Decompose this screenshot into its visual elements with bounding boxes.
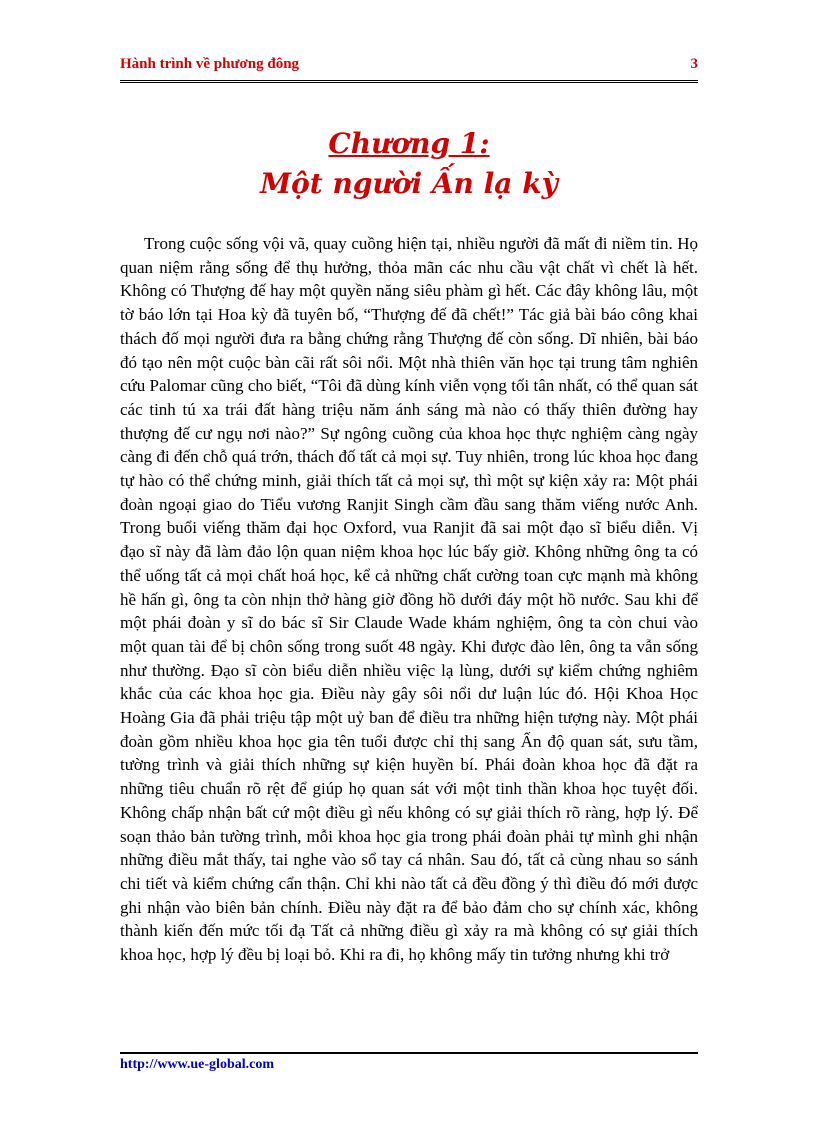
footer-divider xyxy=(120,1052,698,1054)
footer-url-link[interactable]: http://www.ue-global.com xyxy=(120,1057,274,1072)
body-paragraph: Trong cuộc sống vội vã, quay cuồng hiện tại, nhiều người đã mất đi niềm tin. Họ quan niệm rằng sống để thụ hưởng, thỏa mãn các nhu cầu vật chất vì chết là hết. Không có Thượng đế hay một quyền năng siêu phàm gì hết. Các đây không lâu, một tờ báo lớn tại Hoa kỳ đã tuyên bố, “Thượng đế đã chết!” Tác giả bài báo công khai thách đố mọi người đưa ra bằng chứng rằng Thượng đế còn sống. Dĩ nhiên, bài báo đó tạo nên một cuộc bàn cãi rất sôi nổi. Một nhà thiên văn học tại trung tâm nghiên cứu Palomar cũng cho biết, “Tôi đã dùng kính viễn vọng tối tân nhất, có thể quan sát các tinh tú xa trái đất hàng triệu năm ánh sáng mà nào có thấy thiên đường hay thượng đế cư ngụ nơi nào?” Sự ngông cuồng của khoa học thực nghiệm càng ngày càng đi đến chỗ quá trớn, thách đố tất cả mọi sự. Tuy nhiên, trong lúc khoa học đang tự hào có thể chứng minh, giải thích tất cả mọi sự, thì một sự kiện xảy ra: Một phái đoàn ngoại giao do Tiểu vương Ranjit Singh cầm đầu sang thăm viếng nước Anh. Trong buổi viếng thăm đại học Oxford, vua Ranjit đã sai một đạo sĩ biểu diễn. Vị đạo sĩ này đã làm đảo lộn quan niệm khoa học lúc bấy giờ. Không những ông ta có thể uống tất cả mọi chất hoá học, kể cả những chất cường toan cực mạnh mà không hề hấn gì, ông ta còn nhịn thở hàng giờ đồng hồ dưới đáy một hồ nước. Sau khi để một phái đoàn y sĩ do bác sĩ Sir Claude Wade khám nghiệm, ông ta còn chui vào một quan tài để bị chôn sống trong suốt 48 ngày. Khi được đào lên, ông ta vẫn sống như thường. Đạo sĩ còn biểu diễn nhiều việc lạ lùng, dưới sự kiểm chứng nghiêm khắc của các khoa học gia. Điều này gây sôi nổi dư luận lúc đó. Hội Khoa Học Hoàng Gia đã phải triệu tập một uỷ ban để điều tra những hiện tượng này. Một phái đoàn gồm nhiều khoa học gia tên tuổi được chỉ thị sang Ấn độ quan sát, sưu tầm, tường trình và giải thích những sự kiện huyền bí. Phái đoàn khoa học đã đặt ra những tiêu chuẩn rõ rệt để giúp họ quan sát với một tinh thần khoa học tuyệt đối. Không chấp nhận bất cứ một điều gì nếu không có sự giải thích rõ ràng, hợp lý. Để soạn thảo bản tường trình, mỗi khoa học gia trong phái đoàn phải tự mình ghi nhận những điều mắt thấy, tai nghe vào sổ tay cá nhân. Sau đó, tất cả cùng nhau so sánh chi tiết và kiểm chứng cẩn thận. Chỉ khi nào tất cả đều đồng ý thì điều đó mới được ghi nhận vào biên bản chính. Điều này đặt ra để bảo đảm cho sự chính xác, không thành kiến đến mức tối đạ Tất cả những điều gì xảy ra mà không có sự giải thích khoa học, hợp lý đều bị loại bỏ. Khi ra đi, họ không mấy tin tưởng nhưng khi trở xyxy=(120,234,698,965)
chapter-label: Chương 1: xyxy=(328,127,490,160)
chapter-heading xyxy=(120,126,698,202)
running-title: Hành trình về phương đông xyxy=(120,56,300,72)
page-header xyxy=(120,54,698,83)
chapter-name: Một người Ấn lạ kỳ xyxy=(260,167,558,200)
page-number: 3 xyxy=(690,56,698,72)
